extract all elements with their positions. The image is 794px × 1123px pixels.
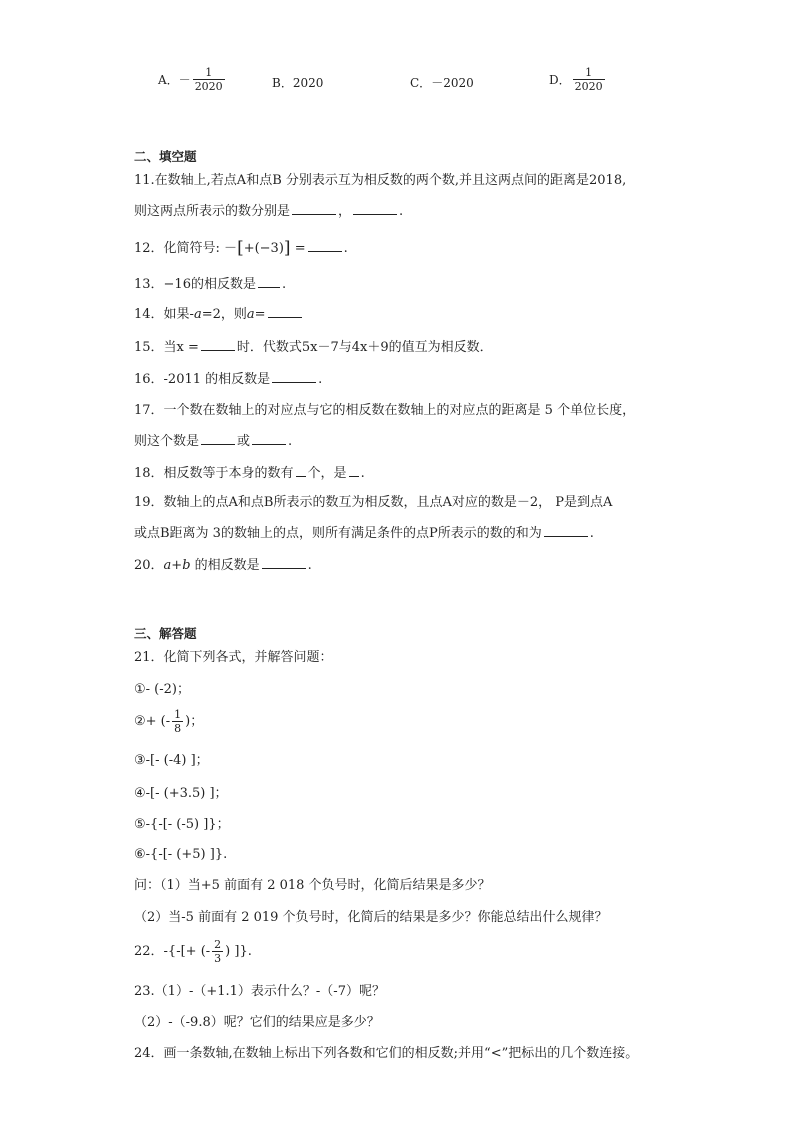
or-word: 或 [237, 434, 251, 449]
choice-b-text: 2020 [292, 75, 324, 90]
choice-d-fraction [573, 66, 605, 93]
answer-blank[interactable] [308, 239, 342, 252]
question-13-text: 13．−16的相反数是 [134, 277, 256, 292]
choice-d-label: D． [549, 73, 571, 87]
period: . [589, 526, 594, 541]
choice-c-text: －2020 [431, 76, 474, 90]
choice-c[interactable] [410, 74, 474, 91]
period: . [281, 277, 287, 292]
variable-a: a [246, 307, 255, 322]
question-22-prefix: 22．-{-[+ (- [134, 943, 211, 959]
left-bracket: [ [237, 238, 244, 258]
period: . [399, 204, 404, 219]
question-21-ask-2: （2）当-5 前面有 2 019 个负号时，化简后的结果是多少？你能总结出什么规律？ [134, 910, 608, 925]
question-23-line2: （2）-（-9.8）呢？它们的结果应是多少？ [134, 1015, 380, 1030]
question-23-line1: 23.（1）-（+1.1）表示什么？-（-7）呢？ [134, 984, 385, 999]
question-22 [134, 938, 252, 965]
answer-blank[interactable] [252, 432, 286, 445]
equals-sign: = [254, 307, 266, 322]
answer-blank[interactable] [292, 202, 336, 215]
right-bracket: ] [283, 238, 291, 258]
question-22-fraction [212, 938, 223, 965]
answer-blank[interactable] [296, 464, 306, 477]
choice-a-fraction [193, 66, 225, 93]
period: . [360, 466, 365, 481]
question-21-item-6: ⑥-{-[- (+5) ]}. [134, 847, 228, 862]
question-14-text: 14．如果- [134, 307, 194, 322]
question-20: 20．a+b 的相反数是 . [134, 558, 312, 573]
question-17-text: 则这个数是 [134, 434, 200, 449]
answer-blank[interactable] [272, 370, 316, 383]
section-title-fill-in: 二、填空题 [134, 149, 197, 164]
fraction-denominator: 3 [214, 952, 222, 965]
question-18-mid: 个，是 [307, 466, 347, 481]
comma: ， [338, 204, 352, 219]
question-24: 24．画一条数轴,在数轴上标出下列各数和它们的相反数;并用“<”把标出的几个数连接。 [134, 1046, 639, 1061]
expression-a-plus-b: a+b [163, 558, 191, 573]
equals-sign: = [294, 241, 306, 256]
fraction-numerator: 1 [205, 66, 213, 79]
fraction-numerator: 1 [585, 66, 593, 79]
period: . [307, 558, 312, 573]
question-21-title: 21．化简下列各式，并解答问题： [134, 650, 333, 665]
question-22-suffix: ) ]}. [225, 943, 252, 959]
fraction-denominator: 2020 [574, 80, 603, 93]
period: . [318, 372, 323, 387]
period: . [343, 241, 348, 256]
question-11-line1: 11.在数轴上,若点A和点B 分别表示互为相反数的两个数,并且这两点间的距离是2018, [134, 173, 627, 188]
fraction-numerator: 1 [174, 708, 182, 721]
question-17-line1: 17．一个数在数轴上的对应点与它的相反数在数轴上的对应点的距离是 5 个单位长度， [134, 403, 636, 418]
item-2-fraction [172, 708, 183, 735]
question-19-line2 [134, 524, 594, 543]
question-21-ask-1: 问：（1）当+5 前面有 2 018 个负号时，化简后结果是多少？ [134, 878, 491, 893]
question-12 [134, 239, 348, 258]
question-12-inner: +(−3) [243, 241, 284, 256]
question-12-text: 12．化简符号: － [134, 241, 238, 256]
question-15-suffix: 时．代数式5x－7与4x＋9的值互为相反数． [236, 340, 493, 355]
question-11-line2 [134, 202, 403, 221]
answer-blank[interactable] [201, 338, 235, 351]
choice-b-label: B． [272, 76, 293, 90]
item-2-suffix: )； [185, 713, 204, 729]
question-18-text: 18．相反数等于本身的数有 [134, 466, 294, 481]
question-11-text: 则这两点所表示的数分别是 [134, 204, 291, 219]
question-15 [134, 338, 493, 357]
answer-blank[interactable] [262, 556, 306, 569]
variable-a: a [193, 307, 202, 322]
period: . [288, 434, 293, 449]
choice-c-label: C． [410, 76, 432, 90]
answer-blank[interactable] [544, 524, 588, 537]
section-title-solutions: 三、解答题 [134, 626, 197, 641]
fraction-denominator: 8 [174, 722, 182, 735]
question-14 [134, 305, 304, 324]
item-2-prefix: ②+ (- [134, 713, 171, 729]
question-21-item-2 [134, 708, 203, 735]
answer-blank[interactable] [201, 432, 235, 445]
fraction-numerator: 2 [214, 938, 222, 951]
question-16-text: 16．-2011 的相反数是 [134, 372, 271, 387]
choice-b[interactable] [272, 74, 323, 91]
choice-a[interactable] [158, 66, 227, 93]
choice-d[interactable] [549, 66, 607, 93]
question-15-text: 15．当x = [134, 340, 199, 355]
answer-blank[interactable] [349, 464, 359, 477]
question-14-mid: =2，则 [201, 307, 247, 322]
choice-a-sign: － [178, 73, 191, 87]
fraction-denominator: 2020 [194, 80, 223, 93]
question-21-item-1: ①- (-2)； [134, 682, 190, 697]
question-21-item-4: ④-[- (+3.5) ]； [134, 786, 228, 801]
question-19-text: 或点B距离为 3的数轴上的点，则所有满足条件的点P所表示的数的和为 [134, 526, 542, 541]
answer-blank[interactable] [353, 202, 397, 215]
question-17-line2 [134, 432, 292, 451]
question-20-text: 的相反数是 [190, 558, 260, 573]
question-13 [134, 275, 286, 294]
question-19-line1: 19．数轴上的点A和点B所表示的数互为相反数，且点A对应的数是－2， P是到点A [134, 495, 613, 510]
question-18 [134, 464, 365, 483]
choice-a-label: A． [158, 73, 179, 87]
question-21-item-3: ③-[- (-4) ]； [134, 753, 209, 768]
question-21-item-5: ⑤-{-[- (-5) ]}； [134, 817, 230, 832]
answer-blank[interactable] [258, 275, 280, 288]
question-16 [134, 370, 322, 389]
answer-blank[interactable] [268, 305, 302, 318]
